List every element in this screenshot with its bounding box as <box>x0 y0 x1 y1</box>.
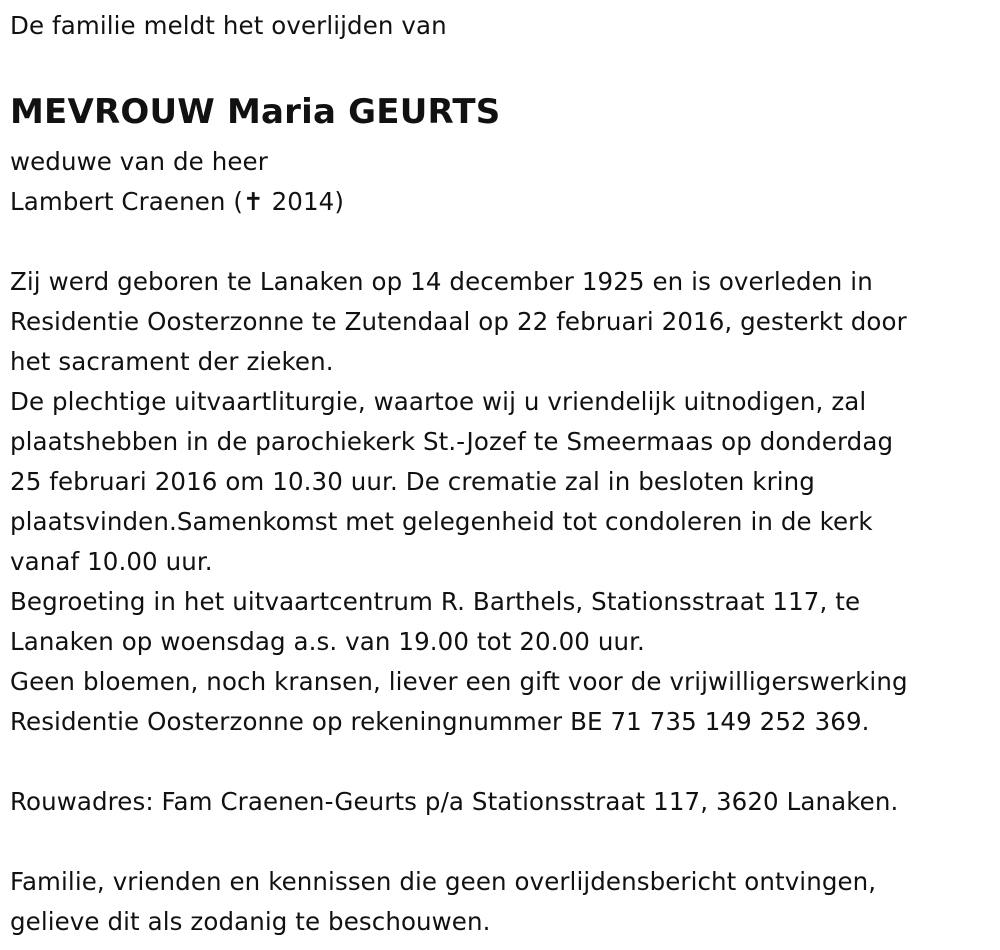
body-line: De plechtige uitvaartliturgie, waartoe wij u vriendelijk uitnodigen, zal <box>10 387 867 416</box>
body-line: Geen bloemen, noch kransen, liever een gift voor de vrijwilligerswerking <box>10 667 908 696</box>
spacer <box>10 222 990 262</box>
spacer <box>10 822 990 862</box>
body-line: Begroeting in het uitvaartcentrum R. Barthels, Stationsstraat 117, te <box>10 587 861 616</box>
closing-line: gelieve dit als zodanig te beschouwen. <box>10 907 491 936</box>
notice-body <box>10 262 990 742</box>
body-line: Lanaken op woensdag a.s. van 19.00 tot 20.00 uur. <box>10 627 645 656</box>
body-line: plaatsvinden.Samenkomst met gelegenheid tot condoleren in de kerk <box>10 507 873 536</box>
relation-line-1: weduwe van de heer <box>10 147 268 176</box>
body-line: vanaf 10.00 uur. <box>10 547 213 576</box>
closing-note <box>10 862 990 942</box>
body-line: het sacrament der zieken. <box>10 347 334 376</box>
relation-line-2: Lambert Craenen (✝ 2014) <box>10 187 344 216</box>
spacer <box>10 742 990 782</box>
body-line: Zij werd geboren te Lanaken op 14 december 1925 en is overleden in <box>10 267 873 296</box>
body-line: Residentie Oosterzonne te Zutendaal op 22 februari 2016, gesterkt door <box>10 307 907 336</box>
closing-line: Familie, vrienden en kennissen die geen overlijdensbericht ontvingen, <box>10 867 877 896</box>
intro-text: De familie meldt het overlijden van <box>10 11 447 40</box>
body-line: plaatshebben in de parochiekerk St.-Jozef te Smeermaas op donderdag <box>10 427 894 456</box>
body-line: 25 februari 2016 om 10.30 uur. De crematie zal in besloten kring <box>10 467 815 496</box>
body-line: Residentie Oosterzonne op rekeningnummer BE 71 735 149 252 369. <box>10 707 870 736</box>
deceased-name: MEVROUW Maria GEURTS <box>10 92 501 132</box>
mourning-address: Rouwadres: Fam Craenen-Geurts p/a Stationsstraat 117, 3620 Lanaken. <box>10 787 899 816</box>
